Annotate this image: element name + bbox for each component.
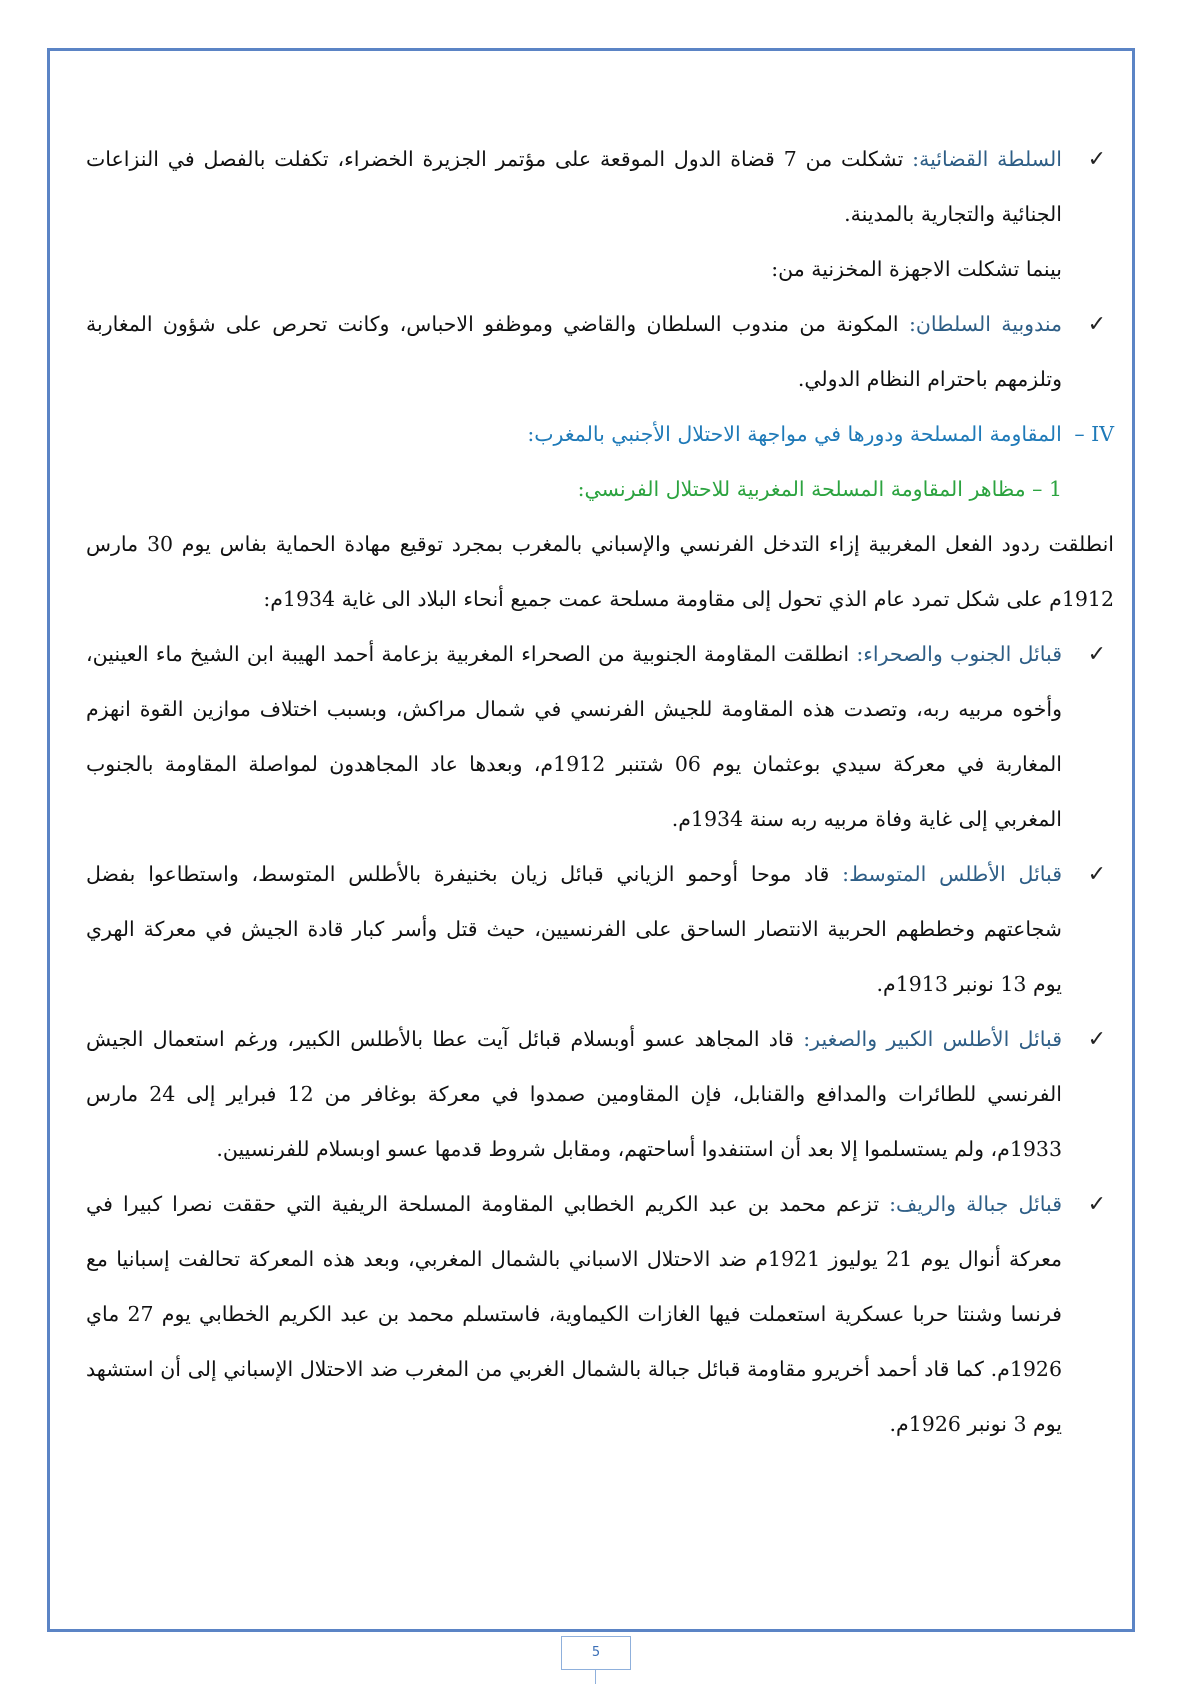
bullet-term: السلطة القضائية: (912, 147, 1062, 171)
bullet-text: قاد المجاهد عسو أوبسلام قبائل آيت عطا بالأطلس الكبير، ورغم استعمال الجيش الفرنسي للطائرات والمدافع والقنابل، فإن المقاومين صمدوا في معركة بوغافر من 12 فبراير إلى 24 مارس 1933م، ولم يستسلموا إلا بعد أن استنفدوا أساحتهم، ومقابل شروط قدمها عسو اوبسلام للفرنسيين. (86, 1027, 1062, 1161)
bullet-judicial-authority (86, 132, 1114, 242)
checkmark-icon: ✓ (1087, 1192, 1106, 1217)
bullet-term: قبائل الأطلس الكبير والصغير: (803, 1027, 1062, 1051)
section-number: IV – (1074, 422, 1114, 446)
bullet-middle-atlas (86, 847, 1114, 1012)
bullet-term: مندوبية السلطان: (908, 312, 1062, 336)
intro-paragraph: انطلقت ردود الفعل المغربية إزاء التدخل الفرنسي والإسباني بالمغرب بمجرد توقيع مهادة الحماية بفاس يوم 30 مارس 1912م على شكل تمرد عام الذي تحول إلى مقاومة مسلحة عمت جميع أنحاء البلاد الى غاية 1934م: (86, 532, 1115, 611)
bullet-text: انطلقت المقاومة الجنوبية من الصحراء المغربية بزعامة أحمد الهيبة ابن الشيخ ماء العينين، وأخوه مربيه ربه، وتصدت هذه المقاومة للجيش الفرنسي في شمال مراكش، وبسبب اختلاف موازين القوة انهزم المغاربة في معركة سيدي بوعثمان يوم 06 شتنبر 1912م، وبعدها عاد المجاهدون لمواصلة المقاومة بالجنوب المغربي إلى غاية وفاة مربيه ربه سنة 1934م. (86, 642, 1062, 831)
bullet-text: قاد موحا أوحمو الزياني قبائل زيان بخنيفرة بالأطلس المتوسط، واستطاعوا بفضل شجاعتهم وخططهم الحربية الانتصار الساحق على الفرنسيين، حيث قتل وأسر كبار قادة الجيش في معركة الهري يوم 13 نونبر 1913م. (86, 862, 1062, 996)
subsection-heading: 1 – مظاهر المقاومة المسلحة المغربية للاحتلال الفرنسي: (577, 477, 1062, 501)
bullet-south-sahara (86, 627, 1114, 847)
bullet-text: تزعم محمد بن عبد الكريم الخطابي المقاومة المسلحة الريفية التي حققت نصرا كبيرا في معركة أنوال يوم 21 يوليوز 1921م ضد الاحتلال الاسباني بالشمال المغربي، وبعد هذه المعركة تحالفت إسبانيا مع فرنسا وشنتا حربا عسكرية استعملت فيها الغازات الكيماوية، فاستسلم محمد بن عبد الكريم الخطابي يوم 27 ماي 1926م. كما قاد أحمد أخريرو مقاومة قبائل جبالة بالشمال الغربي من المغرب ضد الاحتلال الإسباني إلى أن استشهد يوم 3 نونبر 1926م. (86, 1192, 1062, 1436)
document-body (86, 132, 1114, 1452)
checkmark-icon: ✓ (1087, 862, 1106, 887)
bullet-high-anti-atlas (86, 1012, 1114, 1177)
page-number-connector (595, 1669, 596, 1684)
page-number: 5 (561, 1636, 631, 1670)
section-title: المقاومة المسلحة ودورها في مواجهة الاحتلال الأجنبي بالمغرب: (527, 422, 1069, 446)
checkmark-icon: ✓ (1087, 642, 1106, 667)
checkmark-icon: ✓ (1087, 147, 1106, 172)
bullet-term: قبائل جبالة والريف: (889, 1192, 1062, 1216)
section-heading (86, 407, 1114, 462)
checkmark-icon: ✓ (1087, 312, 1106, 337)
bullet-text: المكونة من مندوب السلطان والقاضي وموظفو الاحباس، وكانت تحرص على شؤون المغاربة وتلزمهم باحترام النظام الدولي. (86, 312, 1062, 391)
bullet-jbala-rif (86, 1177, 1114, 1452)
bullet-term: قبائل الأطلس المتوسط: (842, 862, 1063, 886)
bullet-text: تشكلت من 7 قضاة الدول الموقعة على مؤتمر الجزيرة الخضراء، تكفلت بالفصل في النزاعات الجنائية والتجارية بالمدينة. (86, 147, 1062, 226)
makhzen-intro: بينما تشكلت الاجهزة المخزنية من: (771, 257, 1062, 281)
checkmark-icon: ✓ (1087, 1027, 1106, 1052)
bullet-sultan-delegation (86, 297, 1114, 407)
bullet-term: قبائل الجنوب والصحراء: (856, 642, 1062, 666)
